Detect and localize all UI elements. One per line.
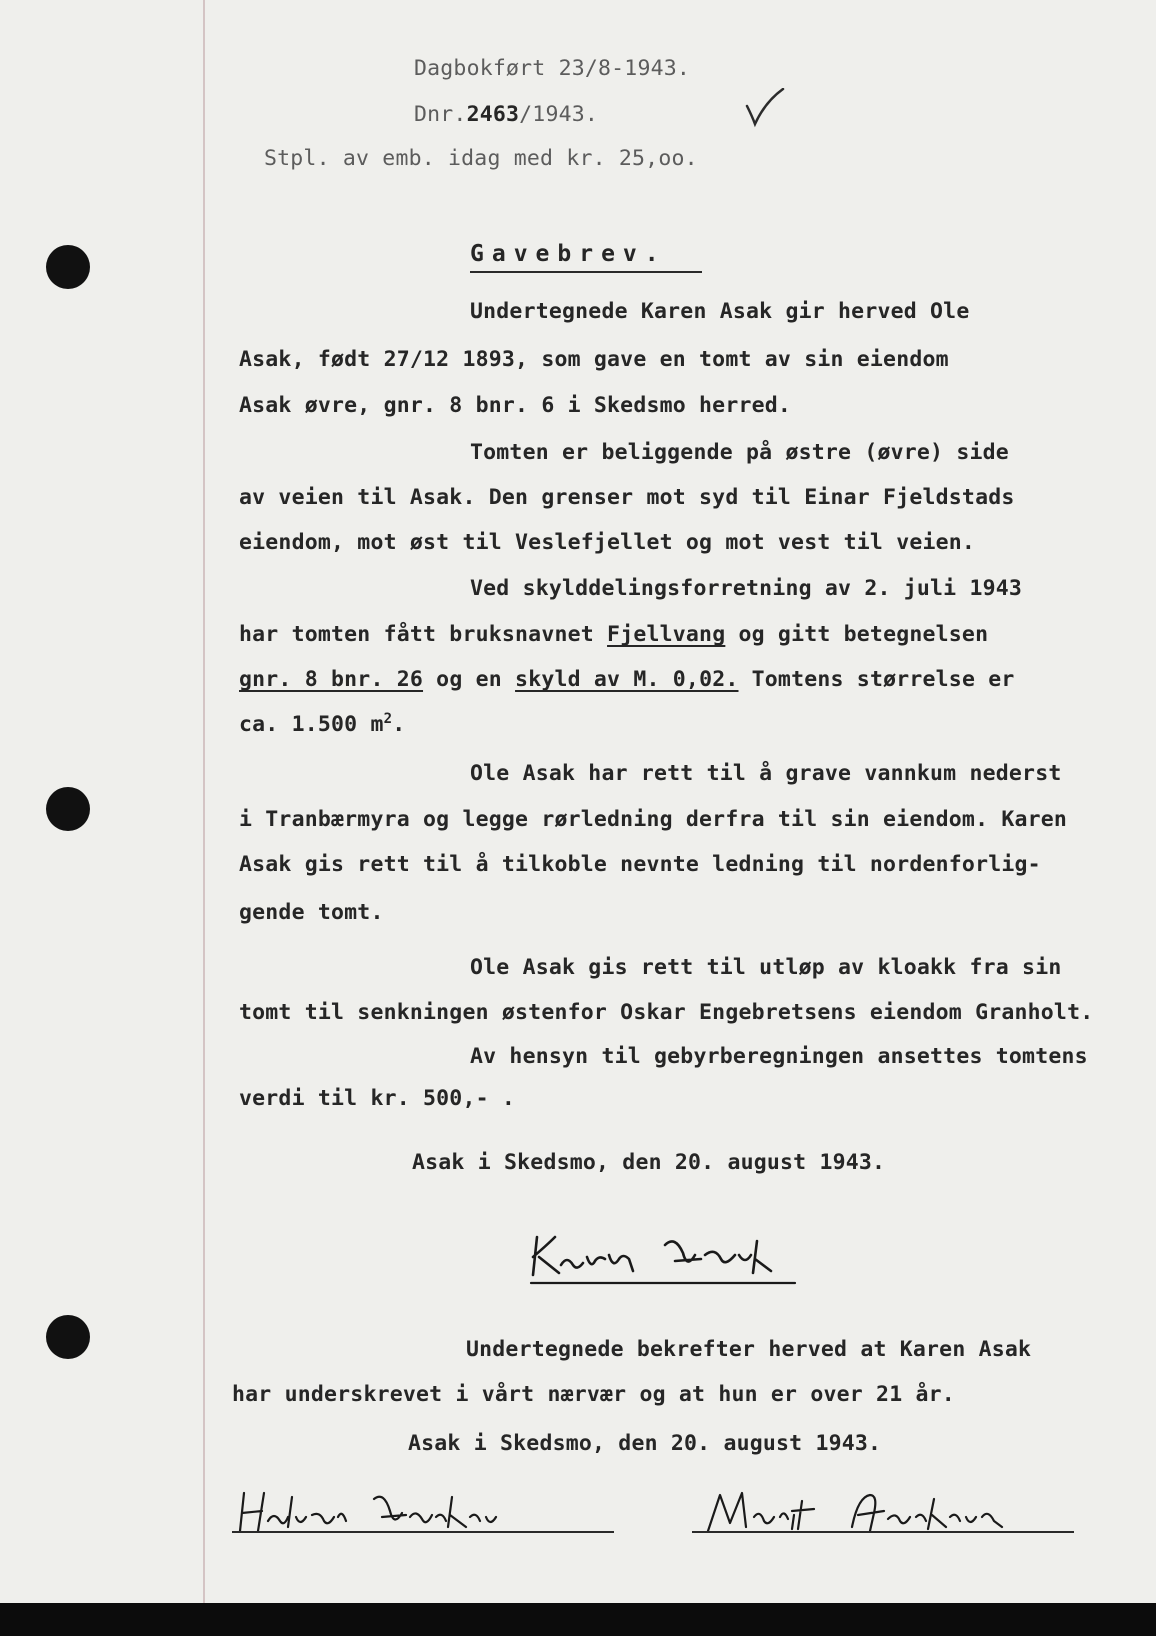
place-date: Asak i Skedsmo, den 20. august 1943.: [412, 1150, 886, 1175]
deed-text-line: [239, 711, 405, 737]
witness-2-signature: [702, 1487, 1082, 1547]
attestation-place-date: Asak i Skedsmo, den 20. august 1943.: [408, 1431, 882, 1456]
deed-text-line: gende tomt.: [239, 900, 384, 925]
dnr-line: [414, 102, 598, 127]
deed-text-line: Asak gis rett til å tilkoble nevnte ledning til nordenforlig-: [239, 852, 1041, 877]
deed-text-line: Ole Asak har rett til å grave vannkum nederst: [470, 761, 1062, 786]
attestation-line: Undertegnede bekrefter herved at Karen Asak: [466, 1337, 1032, 1362]
deed-text-line: Ole Asak gis rett til utløp av kloakk fra sin: [470, 955, 1062, 980]
deed-text-line: [239, 667, 1015, 692]
donor-signature: [525, 1225, 825, 1295]
stamp-line: Stpl. av emb. idag med kr. 25,oo.: [264, 146, 698, 171]
deed-text-line: Undertegnede Karen Asak gir herved Ole: [470, 299, 970, 324]
attestation-line: har underskrevet i vårt nærvær og at hun er over 21 år.: [232, 1382, 955, 1407]
deed-title: Gavebrev.: [470, 241, 667, 267]
dnr-number: 2463: [466, 102, 520, 127]
superscript: 2: [383, 711, 393, 727]
deed-text-line: eiendom, mot øst til Veslefjellet og mot vest til veien.: [239, 530, 976, 555]
dnr-prefix: Dnr.: [414, 102, 467, 127]
tax-value: skyld av M. 0,02.: [515, 667, 739, 692]
text-run: har tomten fått bruksnavnet: [239, 622, 608, 647]
deed-text-line: [239, 622, 988, 647]
deed-text-line: i Tranbærmyra og legge rørledning derfra til sin eiendom. Karen: [239, 807, 1068, 832]
witness-1-line: [232, 1531, 614, 1533]
dnr-year: /1943.: [519, 102, 599, 127]
deed-text-line: Asak, født 27/12 1893, som gave en tomt av sin eiendom: [239, 347, 949, 372]
text-run: ca. 1.500 m: [239, 712, 384, 738]
punch-hole: [46, 1315, 90, 1359]
witness-1-signature: [234, 1487, 534, 1547]
text-run: Tomtens størrelse er: [738, 667, 1015, 692]
check-mark-icon: [745, 88, 785, 128]
deed-text-line: Asak øvre, gnr. 8 bnr. 6 i Skedsmo herred.: [239, 393, 792, 418]
diary-line: Dagbokført 23/8-1943.: [414, 56, 691, 81]
deed-text-line: Av hensyn til gebyrberegningen ansettes tomtens: [470, 1044, 1088, 1069]
deed-text-line: Ved skylddelingsforretning av 2. juli 1943: [470, 576, 1023, 601]
deed-text-line: av veien til Asak. Den grenser mot syd til Einar Fjeldstads: [239, 485, 1015, 510]
text-run: og gitt betegnelsen: [725, 622, 989, 647]
deed-text-line: Tomten er beliggende på østre (øvre) side: [470, 440, 1009, 465]
title-underline: [470, 271, 702, 273]
punch-hole: [46, 245, 90, 289]
margin-rule: [203, 0, 205, 1603]
property-number: gnr. 8 bnr. 26: [239, 667, 424, 692]
text-run: .: [392, 712, 406, 738]
deed-text-line: tomt til senkningen østenfor Oskar Engebretsens eiendom Granholt.: [239, 1000, 1094, 1025]
witness-2-line: [692, 1531, 1074, 1533]
punch-hole: [46, 787, 90, 831]
property-name: Fjellvang: [607, 622, 726, 647]
deed-text-line: verdi til kr. 500,- .: [239, 1086, 516, 1111]
text-run: og en: [423, 667, 516, 692]
